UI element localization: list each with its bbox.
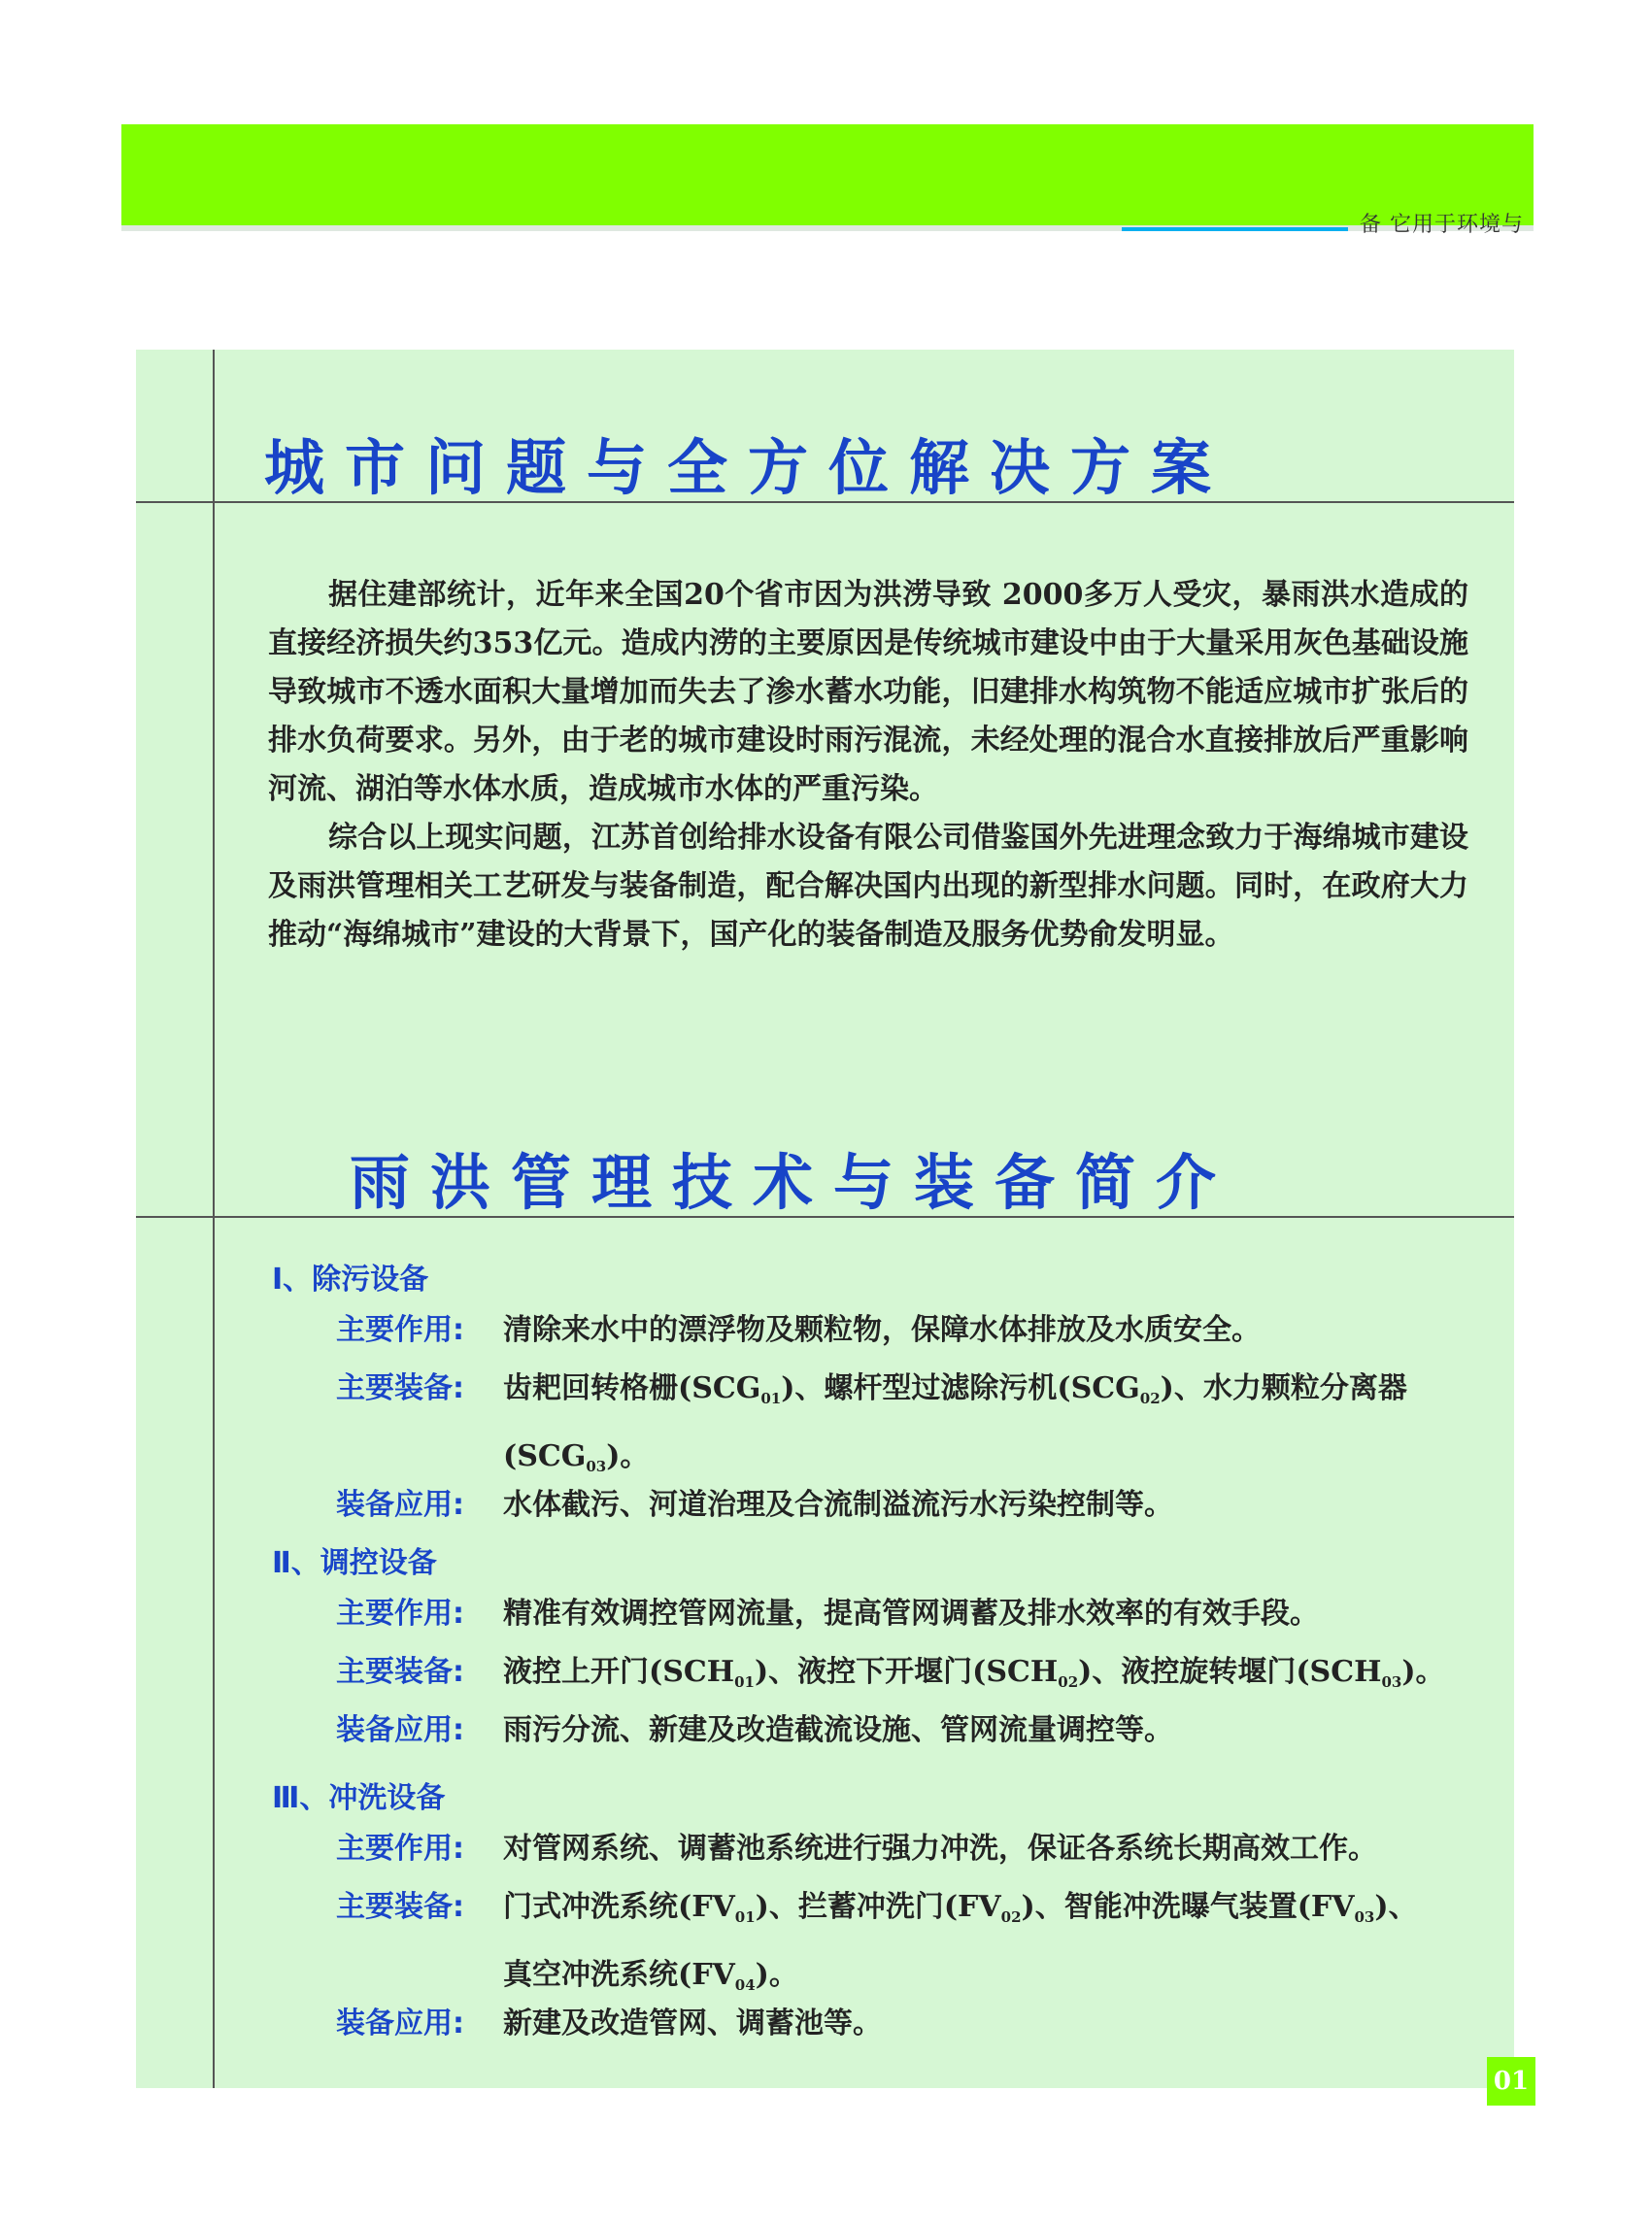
application-text: 雨污分流、新建及改造截流设施、管网流量调控等。 xyxy=(503,1713,1173,1747)
function-text: 清除来水中的漂浮物及颗粒物，保障水体排放及水质安全。 xyxy=(503,1313,1261,1347)
equipment-row xyxy=(336,1878,1482,2014)
application-text: 水体截污、河道治理及合流制溢流污水污染控制等。 xyxy=(503,1488,1173,1522)
equipment-text: 门式冲洗系统$(FV_{01})$、拦蓄冲洗门$(FV_{02})$、智能冲洗曝气装置$(FV_{03})$、 xyxy=(503,1890,1418,1926)
equipment-row xyxy=(336,1360,1482,1496)
equipment-text: 液控上开门$(SCH_{01})$、液控下开堰门$(SCH_{02})$、液控旋转堰门$(SCH_{03})$。 xyxy=(503,1655,1445,1691)
equipment-text-continued: $(SCG_{03})$。 xyxy=(503,1439,650,1475)
application-text: 新建及改造管网、调蓄池等。 xyxy=(503,2007,882,2040)
header-text-fragment: 备 它用于环境与 xyxy=(1360,213,1524,237)
paragraph: 综合以上现实问题，江苏首创给排水设备有限公司借鉴国外先进理念致力于海绵城市建设及雨洪管理相关工艺研发与装备制造，配合解决国内出现的新型排水问题。同时，在政府大力推动“海绵城市”建设的大背景下，国产化的装备制造及服务优势俞发明显。 xyxy=(268,821,1468,952)
category-heading: Ⅰ、除污设备 xyxy=(272,1263,429,1297)
application-label: 装备应用: xyxy=(336,2007,464,2040)
category-heading: Ⅲ、冲洗设备 xyxy=(272,1781,446,1815)
panel-vertical-rule xyxy=(213,350,215,2088)
equipment-label: 主要装备: xyxy=(336,1371,464,1405)
header-accent-line xyxy=(1122,227,1348,231)
function-label: 主要作用: xyxy=(336,1597,464,1631)
section1-body xyxy=(268,571,1468,960)
application-row xyxy=(336,1995,1482,2053)
header-band xyxy=(121,124,1534,227)
category-heading: Ⅱ、调控设备 xyxy=(272,1546,437,1580)
equipment-text-continued: 真空冲洗系统$(FV_{04})$。 xyxy=(503,1958,798,1994)
paragraph: 据住建部统计，近年来全国20个省市因为洪涝导致 2000多万人受灾，暴雨洪水造成的直接经济损失约353亿元。造成内涝的主要原因是传统城市建设中由于大量采用灰色基础设施导致城市不透水面积大量增加而失去了渗水蓄水功能，旧建排水构筑物不能适应城市扩张后的排水负荷要求。另外，由于老的城市建设时雨污混流，未经处理的混合水直接排放后严重影响河流、湖泊等水体水质，造成城市水体的严重污染。 xyxy=(268,578,1468,806)
function-label: 主要作用: xyxy=(336,1313,464,1347)
function-row xyxy=(336,1820,1482,1878)
application-row xyxy=(336,1476,1482,1535)
function-row xyxy=(336,1301,1482,1360)
equipment-text: 齿耙回转格栅$(SCG_{01})$、螺杆型过滤除污机$(SCG_{02})$、水力颗粒分离器 xyxy=(503,1371,1407,1407)
section1-title: 城市问题与全方位解决方案 xyxy=(264,432,1232,503)
application-row xyxy=(336,1702,1482,1760)
function-text: 对管网系统、调蓄池系统进行强力冲洗，保证各系统长期高效工作。 xyxy=(503,1832,1377,1866)
function-row xyxy=(336,1585,1482,1643)
page-number: 01 xyxy=(1487,2057,1535,2106)
equipment-label: 主要装备: xyxy=(336,1655,464,1689)
function-label: 主要作用: xyxy=(336,1832,464,1866)
application-label: 装备应用: xyxy=(336,1713,464,1747)
equipment-label: 主要装备: xyxy=(336,1890,464,1924)
function-text: 精准有效调控管网流量，提高管网调蓄及排水效率的有效手段。 xyxy=(503,1597,1319,1631)
section2-title: 雨洪管理技术与装备简介 xyxy=(350,1147,1237,1218)
application-label: 装备应用: xyxy=(336,1488,464,1522)
